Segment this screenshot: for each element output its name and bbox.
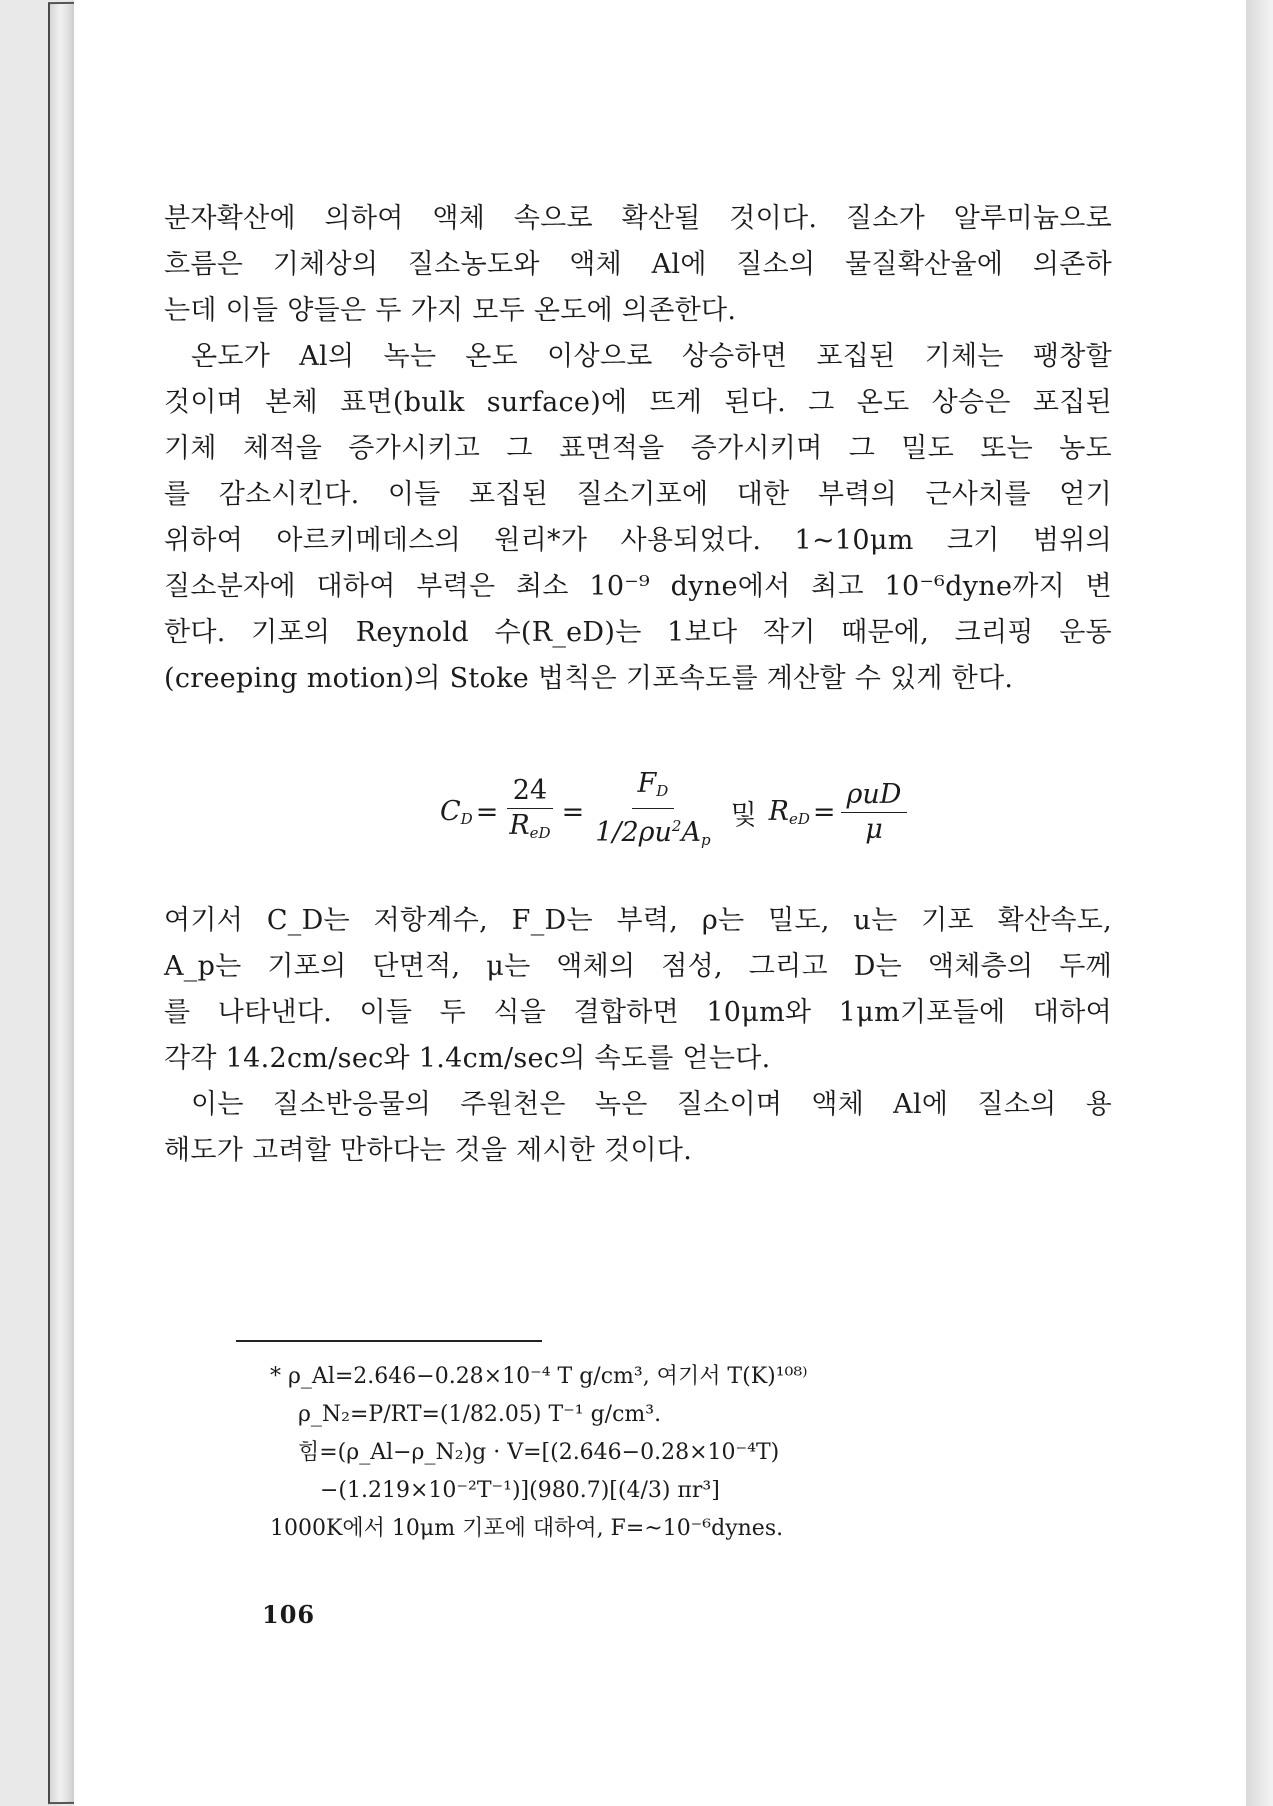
- fraction-reynolds-definition: $\frac{\text{ρuD}}{\mu}$: [841, 778, 908, 847]
- fraction-force-over-area: $\frac{F_D}{1/2\rho u^2A_p}$: [595, 768, 711, 849]
- formula-conjunction: 및: [730, 799, 757, 831]
- page-number: 106: [262, 1600, 316, 1629]
- text-line: 를 감소시킨다. 이들 포집된 질소기포에 대한 부력의 근사치를 얻기: [164, 479, 1112, 510]
- footnote-line: 힘=(ρ_Al−ρ_N₂)g · V=[(2.646−0.28×10⁻⁴T): [298, 1440, 780, 1465]
- footnote-line: −(1.219×10⁻²T⁻¹)](980.7)[(4/3) πr³]: [320, 1478, 720, 1503]
- book-spine-edge: [48, 2, 76, 1804]
- text-line: 각각 14.2cm/sec와 1.4cm/sec의 속도를 얻는다.: [164, 1043, 771, 1074]
- footnote-line: ρ_N₂=P/RT=(1/82.05) T⁻¹ g/cm³.: [298, 1402, 662, 1427]
- text-line: 흐름은 기체상의 질소농도와 액체 Al에 질소의 물질확산율에 의존하: [164, 249, 1112, 280]
- formula-equals: =: [812, 796, 836, 828]
- text-line: A_p는 기포의 단면적, μ는 액체의 점성, 그리고 D는 액체층의 두께: [164, 951, 1112, 982]
- paragraph-1-and-2: [164, 196, 1112, 702]
- formula-equals: =: [561, 796, 585, 828]
- formula-reynolds: $R_{eD}$: [768, 796, 810, 828]
- text-line: 한다. 기포의 Reynold 수(R_eD)는 1보다 작기 때문에, 크리핑 운동: [164, 617, 1112, 648]
- text-line: 해도가 고려할 만하다는 것을 제시한 것이다.: [164, 1135, 693, 1166]
- text-line: 분자확산에 의하여 액체 속으로 확산될 것이다. 질소가 알루미늄으로: [164, 203, 1112, 234]
- text-line: 이는 질소반응물의 주원천은 녹은 질소이며 액체 Al에 질소의 용: [191, 1089, 1112, 1120]
- text-line: 위하여 아르키메데스의 원리*가 사용되었다. 1~10μm 크기 범위의: [164, 525, 1112, 556]
- footnote-line: * ρ_Al=2.646−0.28×10⁻⁴ T g/cm³, 여기서 T(K)¹⁰⁸⁾: [270, 1364, 808, 1389]
- text-line: 를 나타낸다. 이들 두 식을 결합하면 10μm와 1μm기포들에 대하여: [164, 997, 1112, 1028]
- fraction-24-over-reynolds: $\frac{24}{R_{eD}}$: [503, 774, 556, 850]
- drag-coefficient-formula: [440, 768, 920, 852]
- footnote-line: 1000K에서 10μm 기포에 대하여, F=~10⁻⁶dynes.: [270, 1516, 784, 1541]
- text-line: 여기서 C_D는 저항계수, F_D는 부력, ρ는 밀도, u는 기포 확산속도,: [164, 905, 1112, 936]
- text-line: (creeping motion)의 Stoke 법칙은 기포속도를 계산할 수 있게 한다.: [164, 663, 1014, 694]
- text-line: 기체 체적을 증가시키고 그 표면적을 증가시키며 그 밀도 또는 농도: [164, 433, 1112, 464]
- footnote: [270, 1358, 1150, 1548]
- page-edge-shadow: [1246, 0, 1273, 1806]
- text-line: 는데 이들 양들은 두 가지 모두 온도에 의존한다.: [164, 295, 737, 326]
- text-line: 질소분자에 대하여 부력은 최소 10⁻⁹ dyne에서 최고 10⁻⁶dyne까지 변: [164, 571, 1112, 602]
- formula-cd: $C_D$: [440, 796, 473, 828]
- text-line: 것이며 본체 표면(bulk surface)에 뜨게 된다. 그 온도 상승은 포집된: [164, 387, 1112, 418]
- text-line: 온도가 Al의 녹는 온도 이상으로 상승하면 포집된 기체는 팽창할: [191, 341, 1112, 372]
- footnote-rule: [236, 1340, 542, 1342]
- paragraph-3-and-4: [164, 898, 1112, 1174]
- formula-equals: =: [475, 796, 499, 828]
